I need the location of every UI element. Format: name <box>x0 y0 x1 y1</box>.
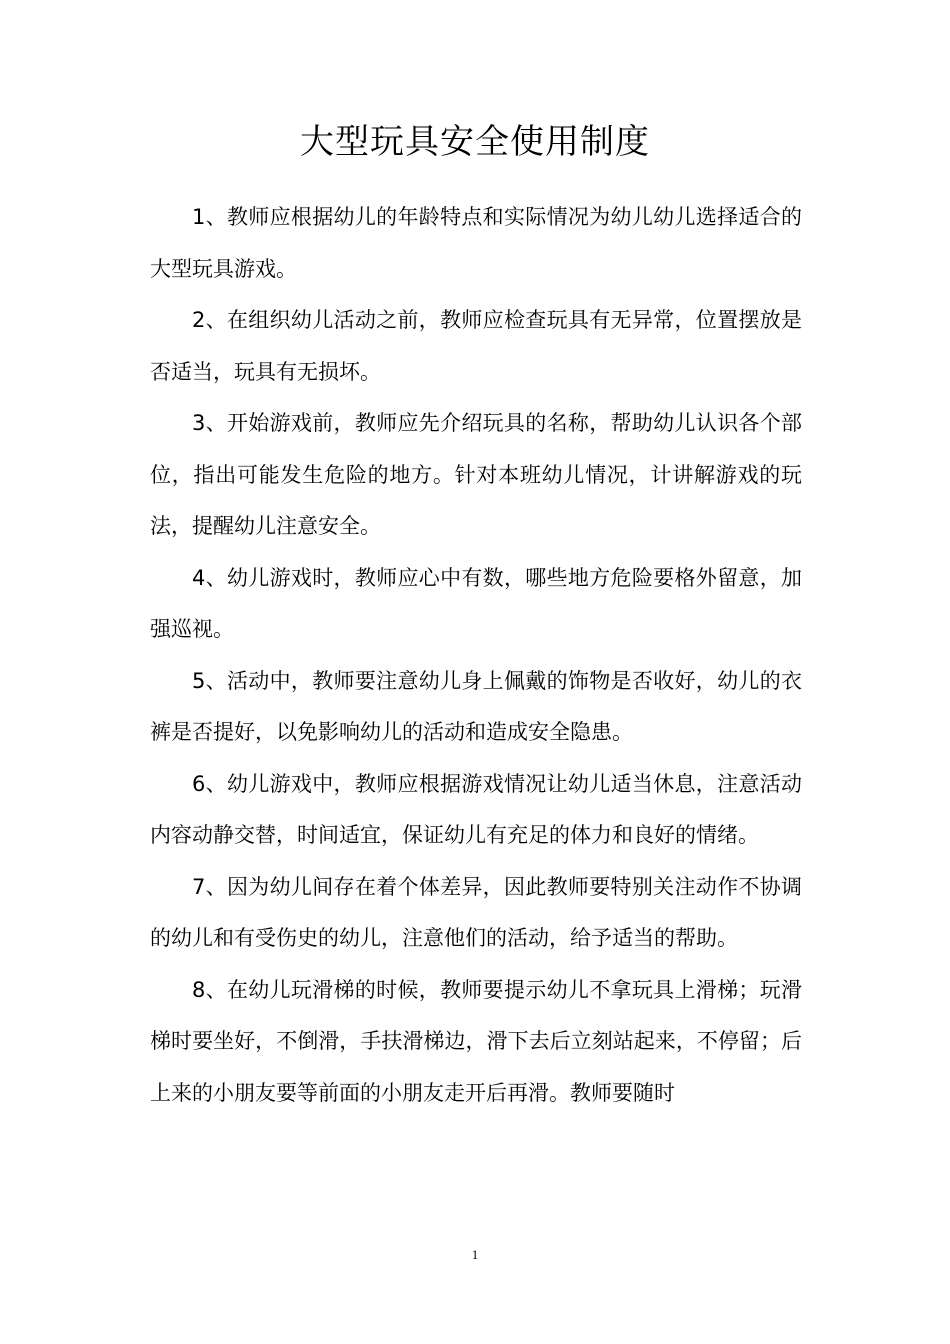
paragraph-5: 5、活动中，教师要注意幼儿身上佩戴的饰物是否收好，幼儿的衣裤是否提好，以免影响幼儿的活动和造成安全隐患。 <box>150 668 802 744</box>
document-body <box>150 192 802 1119</box>
paragraph-8: 8、在幼儿玩滑梯的时候，教师要提示幼儿不拿玩具上滑梯；玩滑梯时要坐好，不倒滑，手扶滑梯边，滑下去后立刻站起来，不停留；后上来的小朋友要等前面的小朋友走开后再滑。教师要随时 <box>150 977 802 1105</box>
paragraph-3: 3、开始游戏前，教师应先介绍玩具的名称，帮助幼儿认识各个部位，指出可能发生危险的地方。针对本班幼儿情况，计讲解游戏的玩法，提醒幼儿注意安全。 <box>150 411 802 538</box>
paragraph-1: 1、教师应根据幼儿的年龄特点和实际情况为幼儿幼儿选择适合的大型玩具游戏。 <box>150 205 802 281</box>
paragraph-2: 2、在组织幼儿活动之前，教师应检查玩具有无异常，位置摆放是否适当，玩具有无损坏。 <box>150 308 802 384</box>
paragraph-7: 7、因为幼儿间存在着个体差异，因此教师要特别关注动作不协调的幼儿和有受伤史的幼儿，注意他们的活动，给予适当的帮助。 <box>150 874 802 950</box>
paragraph-4: 4、幼儿游戏时，教师应心中有数，哪些地方危险要格外留意，加强巡视。 <box>150 565 802 641</box>
paragraph-6: 6、幼儿游戏中，教师应根据游戏情况让幼儿适当休息，注意活动内容动静交替，时间适宜，保证幼儿有充足的体力和良好的情绪。 <box>150 771 802 847</box>
document-title: 大型玩具安全使用制度 <box>300 122 650 162</box>
page-number: 1 <box>471 1247 479 1262</box>
